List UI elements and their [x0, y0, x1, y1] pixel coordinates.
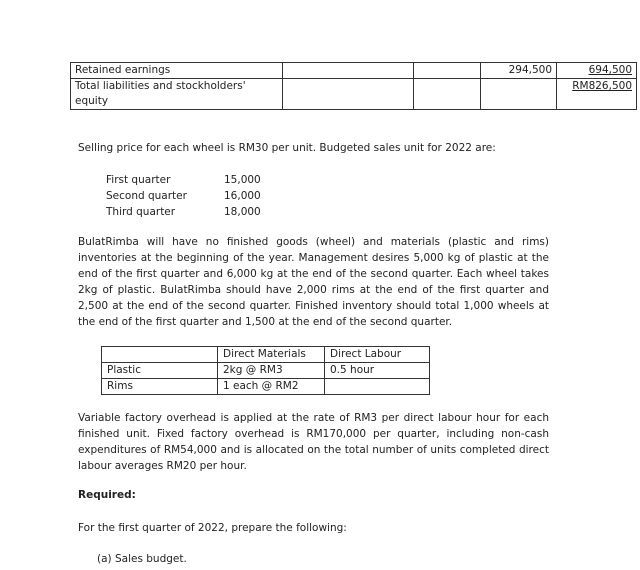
total-liabilities-col3 — [481, 79, 557, 110]
table-row — [102, 379, 430, 395]
empty-cell — [414, 63, 481, 79]
quarter-units: 18,000 — [224, 206, 261, 218]
material-name: Rims — [102, 379, 218, 395]
table-row — [102, 347, 430, 363]
table-row — [71, 79, 637, 110]
required-heading: Required: — [78, 489, 136, 501]
labour-hours: 0.5 hour — [325, 363, 430, 379]
table-header-direct-labour: Direct Labour — [325, 347, 430, 363]
list-item — [106, 172, 261, 188]
material-name: Plastic — [102, 363, 218, 379]
material-usage: 1 each @ RM2 — [218, 379, 325, 395]
quarter-label: Second quarter — [106, 190, 187, 202]
quarter-units: 15,000 — [224, 174, 261, 186]
quarters-table — [106, 172, 261, 220]
selling-price-text: Selling price for each wheel is RM30 per unit. Budgeted sales unit for 2022 are: — [78, 142, 496, 154]
retained-earnings-col3: 294,500 — [481, 63, 557, 79]
retained-earnings-label: Retained earnings — [71, 63, 283, 79]
instruction-text: For the first quarter of 2022, prepare the following: — [78, 522, 347, 534]
table-row — [71, 63, 637, 79]
empty-cell — [283, 63, 414, 79]
balance-sheet-table — [70, 62, 637, 110]
material-usage: 2kg @ RM3 — [218, 363, 325, 379]
total-liabilities-label: Total liabilities and stockholders' equity — [71, 79, 283, 110]
quarter-label: First quarter — [106, 174, 171, 186]
total-liabilities-col4: RM826,500 — [557, 79, 637, 110]
empty-cell — [414, 79, 481, 110]
list-item — [106, 204, 261, 220]
table-header-blank — [102, 347, 218, 363]
overhead-paragraph: Variable factory overhead is applied at the rate of RM3 per direct labour hour for each finished unit. Fixed factory overhead is RM170,000 per quarter, including non-cash expenditures of RM54,000 and is allocated on the total number of units completed direct labour averages RM20 per hour. — [78, 412, 549, 472]
empty-cell — [283, 79, 414, 110]
quarter-units: 16,000 — [224, 190, 261, 202]
table-header-direct-materials: Direct Materials — [218, 347, 325, 363]
retained-earnings-col4: 694,500 — [557, 63, 637, 79]
table-row — [102, 363, 430, 379]
quarter-label: Third quarter — [106, 206, 176, 218]
labour-hours — [325, 379, 430, 395]
materials-table — [101, 346, 430, 395]
inventory-paragraph: BulatRimba will have no finished goods (wheel) and materials (plastic and rims) inventories at the beginning of the year. Management desires 5,000 kg of plastic at the end of the first quarter and 6,000 kg at the end of the second quarter. Each wheel takes 2kg of plastic. BulatRimba should have 2,000 rims at the end of the first quarter and 2,500 at the end of the second quarter. Finished inventory should total 1,000 wheels at the end of the first quarter and 1,500 at the end of the second quarter. — [78, 236, 549, 328]
task-a: (a) Sales budget. — [97, 553, 187, 565]
list-item — [106, 188, 261, 204]
